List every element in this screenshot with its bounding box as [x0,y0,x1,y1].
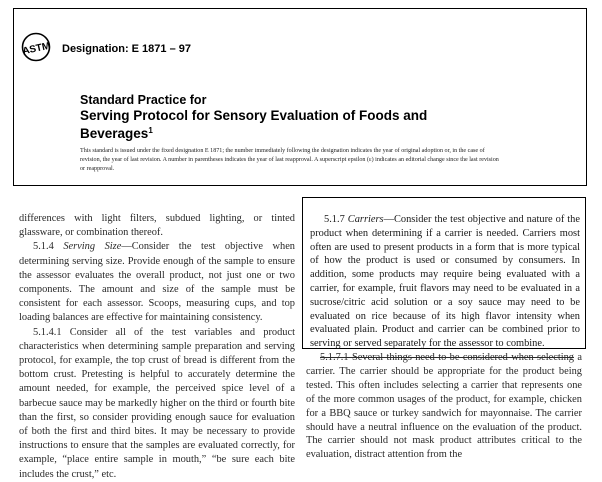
title-line-1: Standard Practice for [80,93,207,107]
title-footnote-mark: 1 [148,126,153,135]
section-5-1-4: 5.1.4 Serving Size—Consider the test objective when determining serving size. Provide enough of the sample to ensure the assessor evaluates the overall product, not just one or two components. The amount and size of the sample must be consistent for each assessor. Scoops, measuring cups, and top loading balances are effective for maintaining consistency. [19,241,296,324]
standard-footnote: This standard is issued under the fixed designation E 1871; the number immediately following the designation indicates the year of original adoption or, in the case of revision, the year of last revision. A number in parentheses indicates the year of last reapproval. A superscript epsilon (ε) indicates an editorial change since the last revision or reapproval. [80,148,499,172]
title-line-3: Beverages$^1$ [80,126,153,141]
paragraph-lighting: differences with light filters, subdued lighting, or tinted glassware, or combination thereof. [19,213,295,239]
section-5-1-7-1: 5.1.7.1 Several things need to be considered when selecting a carrier. The carrier should be appropriate for the product being tested. This often includes selecting a carrier that represents one of the more common usages of the product, for example, chicken for a BBQ sauce or turkey sandwich for mayonnaise. The carrier should have a neutral influence on the evaluation of the product. The carrier should not mask product attributes critical to the evaluation, distract attention from the [306,352,582,461]
section-5-1-7: 5.1.7 Carriers—Consider the test objective and nature of the product when determining if a carrier is needed. Carriers most often are used to present products in a form that is more typical of how the product is used or consumed by consumers. In addition, some products may require being evaluated with a carrier, for example, fruit flavors may need to be evaluated in a sucrose/citric acid solution or a soy sauce may need to be evaluated on rice because of its high flavor intensity when evaluated plain. Product and carrier can be combined prior to serving or served separately for the assessor to combine. [310,214,580,350]
left-column [19,212,295,482]
title-line-2: Serving Protocol for Sensory Evaluation of Foods and [80,108,428,123]
section-5-1-4-1: 5.1.4.1 Consider all of the test variables and product characteristics when determining sample preparation and serving protocol, for example, the top crust of bread is different from the bottom crust. Pretesting is helpful to accurately determine the amount needed, for example, the perceived spice level of a barbecue sauce may be markedly higher on the third or fourth bite than the first, so consider providing enough sauce for evaluation of both the first and third bites. It may be necessary to provide instructions to ensure that the samples are evaluated correctly, for example, “place entire sample in mouth,” “be sure each bite includes the crust,” etc. [19,326,295,480]
struck-line: 5.1.7.1 Several things need to be considered when selecting [320,352,574,363]
document-title [80,93,520,141]
astm-logo-letters: ASTM [21,40,51,58]
astm-logo [21,32,51,62]
designation: Designation: E 1871 – 97 [62,43,191,55]
